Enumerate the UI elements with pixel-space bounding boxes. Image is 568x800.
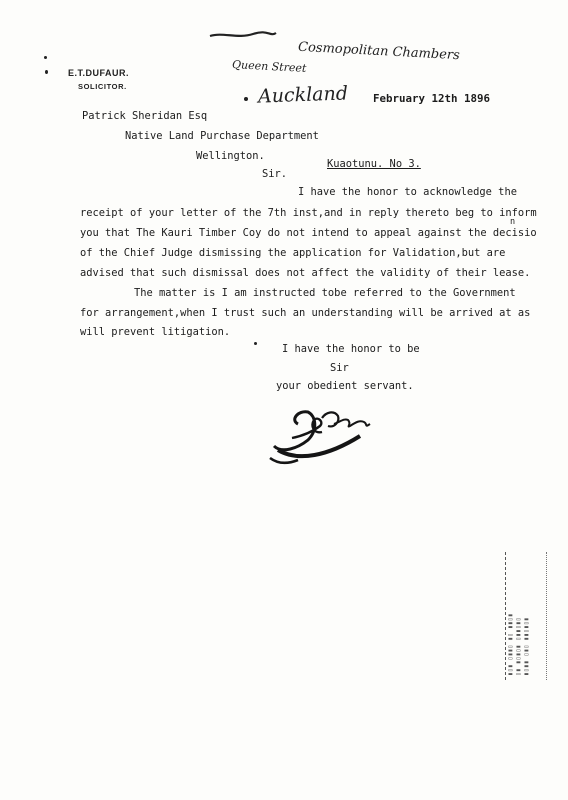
body-line: you that The Kauri Timber Coy do not intend to appeal against the decisio [80,227,537,239]
ink-smudge [208,28,278,42]
body-line: of the Chief Judge dismissing the application for Validation,but are [80,247,506,259]
letter-date: February 12th 1896 [373,92,491,105]
body-line: advised that such dismissal does not affect the validity of their lease. [80,267,531,279]
recipient-department: Native Land Purchase Department [125,130,319,142]
stamp-text: ▮▯▮ ▯▮▮▯ ▮▯ ▮▮▯▮ ▯▮ ▮▯▮▯▮ ▯▮▮▯▮▯ ▮▯▮▮ ▯▮▯ ▮▮▯▮▯▮ [506,613,530,676]
recipient-town: Wellington. [196,150,265,162]
chambers-name: Cosmopolitan Chambers [297,39,461,64]
recipient-name: Patrick Sheridan Esq [82,110,208,122]
reference-line: Kuaotunu. No 3. [327,158,421,170]
body-line: The matter is I am instructed tobe referred to the Government [134,287,516,299]
closing-line: I have the honor to be [282,343,420,355]
correction-mark: n [510,217,516,227]
city-mark [244,97,248,101]
body-line: receipt of your letter of the 7th inst,and in reply thereto beg to inform [80,207,537,219]
city-name: Auckland [257,82,349,108]
salutation: Sir. [262,168,288,180]
margin-mark [45,70,48,74]
body-line: for arrangement,when I trust such an understanding will be arrived at as [80,307,531,319]
closing-line: your obedient servant. [276,380,414,392]
firm-name: E.T.DUFAUR. [68,68,130,78]
stray-mark [254,342,257,345]
body-line: I have the honor to acknowledge the [298,186,517,198]
street-name: Queen Street [231,58,307,75]
closing-line: Sir [330,362,349,374]
body-line: will prevent litigation. [80,326,231,338]
firm-role: SOLICITOR. [78,82,127,91]
signature [268,396,380,468]
archive-stamp [505,552,547,680]
margin-mark [44,56,47,59]
